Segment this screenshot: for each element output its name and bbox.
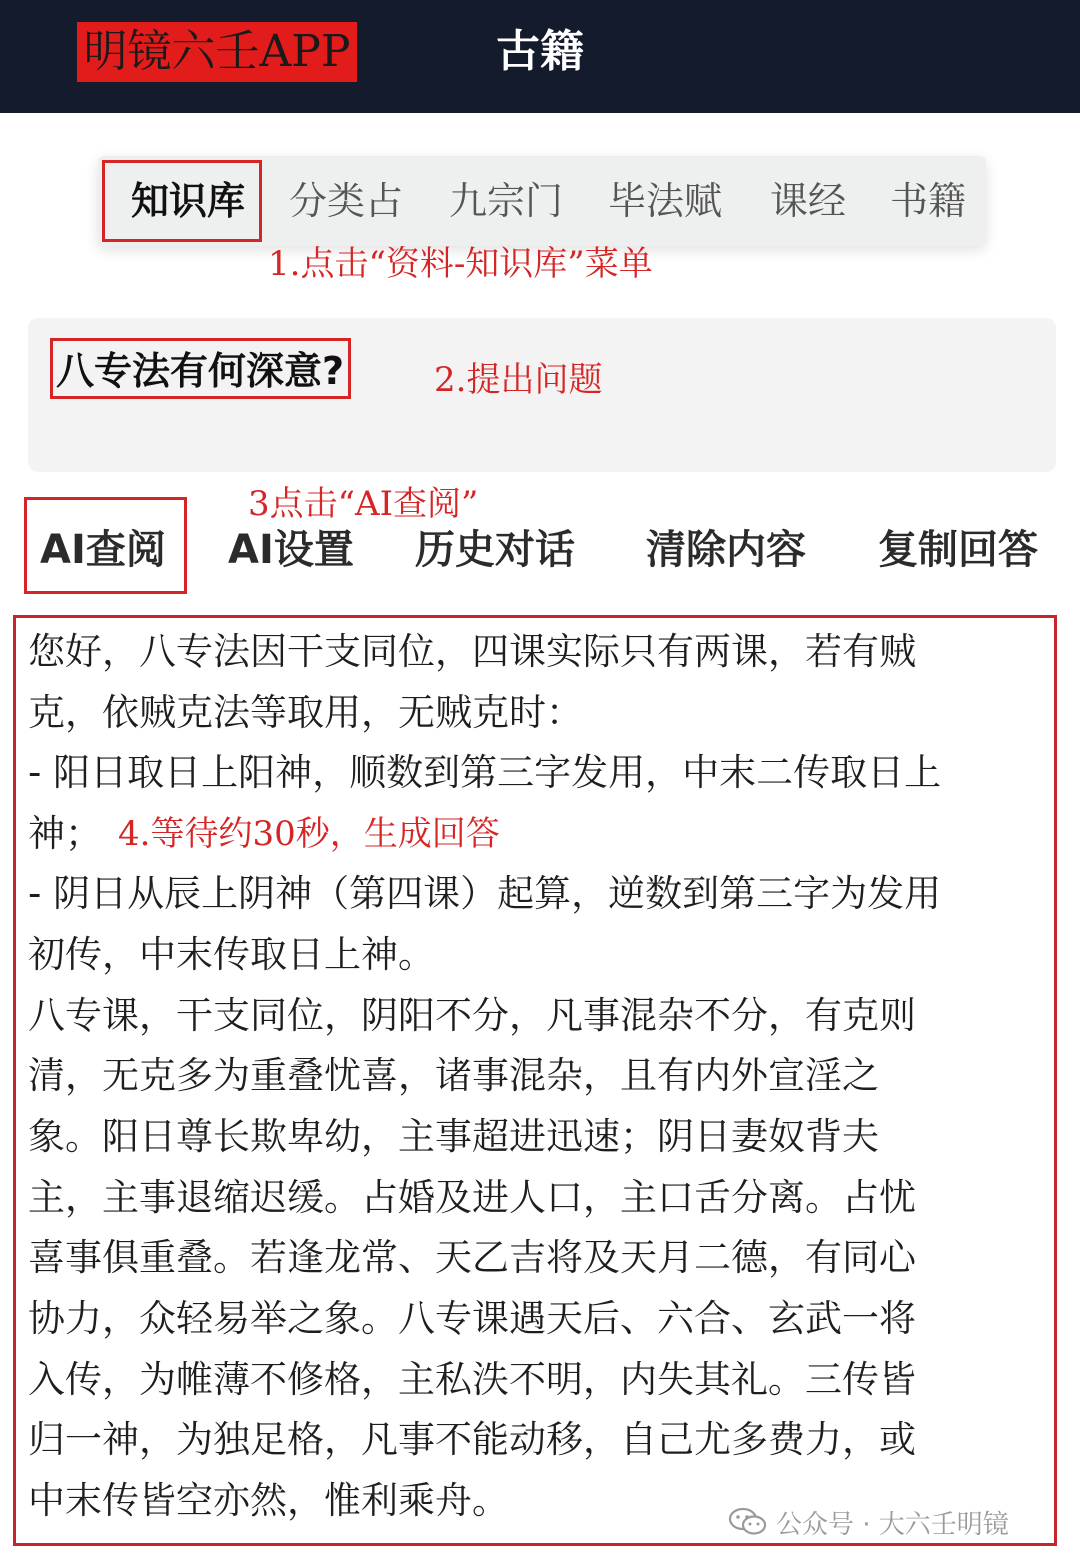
clear-content-button[interactable]: 清除内容 xyxy=(646,527,806,573)
watermark xyxy=(728,1500,1009,1544)
history-dialog-button[interactable]: 历史对话 xyxy=(415,527,575,573)
answer-line: 归一神，为独足格，凡事不能动移，自己尤多费力，或 xyxy=(28,1418,916,1461)
answer-line: 八专课，干支同位，阴阳不分，凡事混杂不分，有克则 xyxy=(28,994,916,1037)
page-title: 古籍 xyxy=(496,26,584,77)
answer-line: - 阴日从辰上阴神（第四课）起算，逆数到第三字为发用 xyxy=(28,872,942,915)
tab-bifa-fu[interactable]: 毕法赋 xyxy=(607,179,722,223)
answer-line: 喜事俱重叠。若逢龙常、天乙吉将及天月二德，有同心 xyxy=(28,1236,916,1279)
answer-line: 您好，八专法因干支同位，四课实际只有两课，若有贼 xyxy=(28,630,916,673)
answer-line: 清，无克多为重叠忧喜，诸事混杂，且有内外宣淫之 xyxy=(28,1054,879,1097)
tab-knowledge-base[interactable]: 知识库 xyxy=(130,179,245,223)
annotation-step1: 1.点击“资料-知识库”菜单 xyxy=(268,244,653,284)
highlight-box-ai-lookup xyxy=(24,497,187,594)
ai-settings-button[interactable]: AI设置 xyxy=(228,527,354,573)
watermark-text: 公众号 · 大六壬明镜 xyxy=(776,1509,1009,1540)
answer-line: 象。阳日尊长欺卑幼，主事超进迅速；阴日妻奴背夫 xyxy=(28,1115,879,1158)
highlight-box-knowledge-base xyxy=(102,160,262,242)
answer-line: 主，主事退缩迟缓。占婚及进人口，主口舌分离。占忧 xyxy=(28,1176,916,1219)
app-header xyxy=(0,0,1080,113)
tab-course-classics[interactable]: 课经 xyxy=(769,179,846,223)
answer-line: 初传，中末传取日上神。 xyxy=(28,933,435,976)
highlight-box-question xyxy=(50,338,351,399)
answer-line: 入传，为帷薄不修格，主私泆不明，内失其礼。三传皆 xyxy=(28,1358,916,1401)
tab-nine-schools[interactable]: 九宗门 xyxy=(448,179,563,223)
answer-line: 协力，众轻易举之象。八专课遇天后、六合、玄武一将 xyxy=(28,1297,916,1340)
app-name-label: 明镜六壬APP xyxy=(77,22,357,82)
tab-category-divination[interactable]: 分类占 xyxy=(288,179,403,223)
ai-lookup-button[interactable]: AI查阅 xyxy=(40,527,166,573)
answer-line: - 阳日取日上阳神，顺数到第三字发用，中末二传取日上 xyxy=(28,751,942,794)
answer-line: 中末传皆空亦然，惟利乘舟。 xyxy=(28,1479,509,1522)
answer-line: 神； xyxy=(28,812,102,855)
answer-line: 克，依贼克法等取用，无贼克时： xyxy=(28,691,583,734)
annotation-step3: 3点击“AI查阅” xyxy=(248,484,479,524)
tab-books[interactable]: 书籍 xyxy=(889,179,966,223)
annotation-step2: 2.提出问题 xyxy=(434,360,603,400)
copy-answer-button[interactable]: 复制回答 xyxy=(878,527,1038,573)
annotation-step4: 4.等待约30秒，生成回答 xyxy=(118,814,500,854)
wechat-icon xyxy=(728,1507,768,1537)
question-text: 八专法有何深意? xyxy=(56,349,345,393)
